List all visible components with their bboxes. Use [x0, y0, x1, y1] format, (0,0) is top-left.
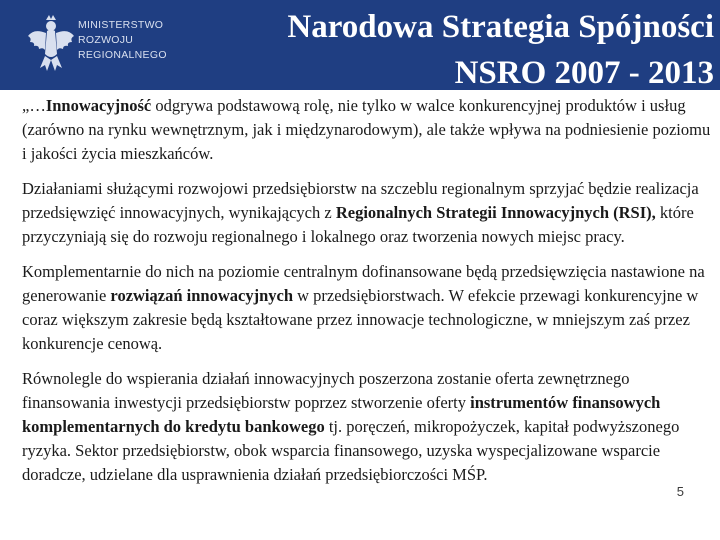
paragraph-text: Działaniami służącymi rozwojowi przedsiębiorstw na szczeblu regionalnym sprzyjać będzie realizacja przedsięwzięć innowacyjnych, wynikających z	[22, 179, 699, 222]
slide-title	[194, 4, 714, 96]
paragraph-text: tj. poręczeń, mikropożyczek, kapitał podwyższonego ryzyka. Sektor przedsiębiorstw, obok wsparcia finansowego, uzyska wyspecjalizowane wsparcie doradcze, udzielane dla usprawnienia działań przedsiębiorczości MŚP.	[22, 417, 680, 484]
paragraph	[22, 177, 712, 249]
ministry-name-line: MINISTERSTWO	[78, 19, 164, 31]
emphasized-text: rozwiązań innowacyjnych	[110, 286, 293, 305]
slide-title-line-1: Narodowa Strategia Spójności	[287, 9, 714, 45]
paragraph	[22, 94, 712, 166]
emphasized-text: Innowacyjność	[45, 96, 152, 115]
ministry-name	[78, 18, 167, 63]
paragraph	[22, 260, 712, 356]
paragraph-text: Komplementarnie do nich na poziomie centralnym dofinansowane będą przedsięwzięcia nastawione na generowanie	[22, 262, 705, 305]
paragraph	[22, 367, 712, 487]
paragraph-text: w przedsiębiorstwach. W efekcie przewagi konkurencyjne w coraz większym zakresie będą kształtowane przez innowacje technologiczne, w mniejszym zaś przez konkurencje cenową.	[22, 286, 699, 353]
ministry-name-line: REGIONALNEGO	[78, 49, 167, 61]
emphasized-text: Regionalnych Strategii Innowacyjnych (RSI),	[335, 203, 656, 222]
header-banner	[0, 0, 720, 90]
paragraph-text: Równolegle do wspierania działań innowacyjnych poszerzona zostanie oferta zewnętrznego finansowania inwestycji przedsiębiorstw poprzez stworzenie oferty	[22, 369, 630, 412]
paragraph-text: „…	[22, 96, 46, 115]
page-number: 5	[676, 484, 684, 499]
slide-title-line-2: NSRO 2007 - 2013	[454, 55, 714, 91]
emphasized-text: instrumentów finansowych komplementarnych do kredytu bankowego	[22, 393, 661, 436]
ministry-logo	[26, 10, 176, 76]
paragraph-text: odgrywa podstawową rolę, nie tylko w walce konkurencyjnej produktów i usług (zarówno na rynku wewnętrznym, jak i międzynarodowym), ale także wpływa na podniesienie poziomu i jakości życia mieszkańców.	[22, 96, 711, 163]
polish-eagle-icon	[26, 14, 76, 74]
slide-body	[22, 92, 712, 540]
paragraph-text: które przyczyniają się do rozwoju regionalnego i lokalnego oraz tworzenia nowych miejsc pracy.	[22, 203, 694, 246]
ministry-name-line: ROZWOJU	[78, 34, 134, 46]
